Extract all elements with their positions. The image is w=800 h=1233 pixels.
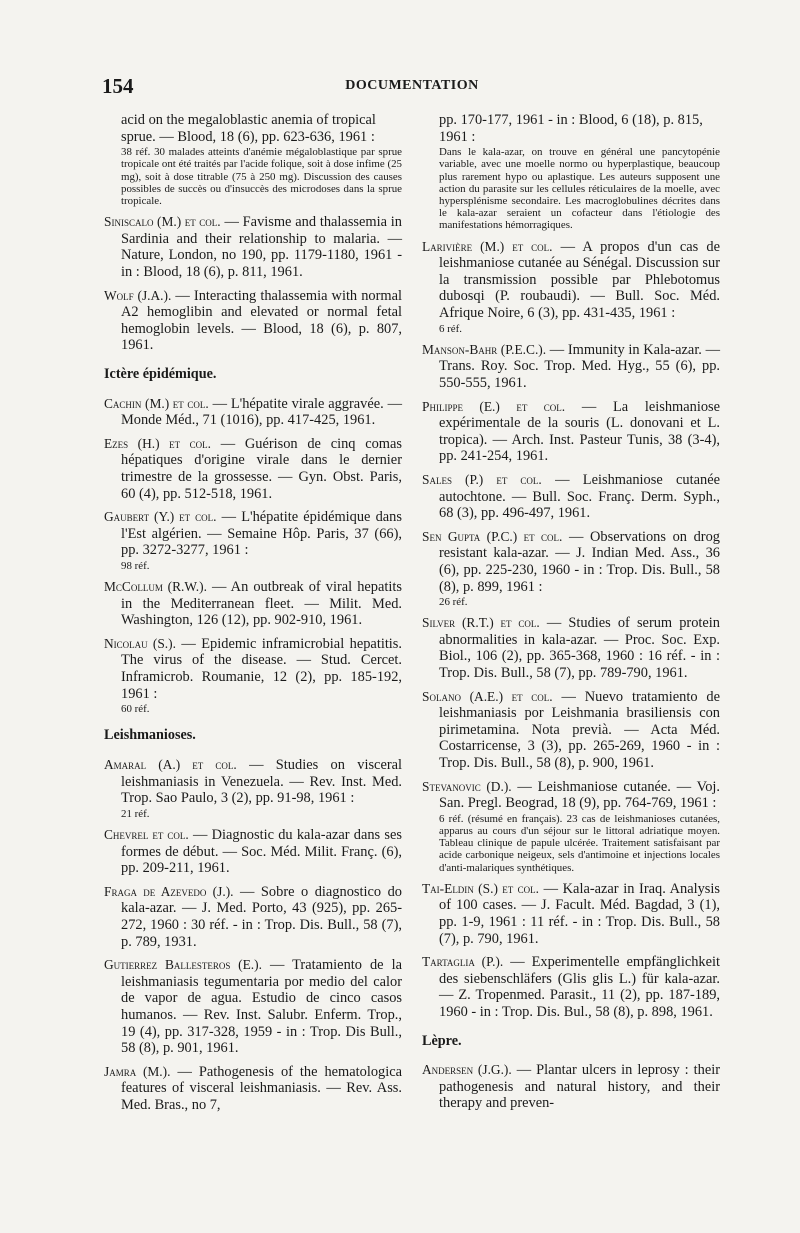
entry-citation <box>422 954 720 1020</box>
entry-note: Dans le kala-azar, on trouve en général une pancytopénie variable, avec une moelle normo ou hyperplastique, beaucoup plus rarement hypo ou aplastique. Les auteurs supposent une action du parasite sur les cellules réticulaires de la moelle, avec hypersplénisme secondaire. Les macroglobulines décrites dans le kala-azar seraient un cofacteur dans l'étiologie des manifestations hémorragiques. <box>439 146 720 232</box>
entry-citation <box>422 615 720 681</box>
entry-list <box>104 214 402 354</box>
entry-text: — Nuevo tratamiento de leishmaniasis por Leishmania brasiliensis con pirimetamina. Nota previà. — Acta Méd. Costarricense, 3 (3), pp. 265-269, 1960 - in : Trop. Dis. Bull., 58 (8), p. 900, 1961. <box>439 688 720 772</box>
entry-author: Gaubert (Y.) et col. <box>104 509 217 525</box>
entry-citation <box>104 757 402 807</box>
entry-citation <box>422 881 720 947</box>
entry-citation <box>104 827 402 877</box>
entry-list <box>104 757 402 1113</box>
section-heading-leishmanioses: Leishmanioses. <box>104 727 196 744</box>
entry-author: Cachin (M.) et col. <box>104 395 209 411</box>
bibliography-entry <box>104 636 402 716</box>
bibliography-entry <box>104 827 402 877</box>
entry-author: Nicolau (S.). <box>104 635 176 651</box>
entry-text: — Leishmaniose cutanée. — Voj. San. Pregl. Beograd, 18 (9), pp. 764-769, 1961 : <box>439 778 720 812</box>
bibliography-entry <box>422 881 720 947</box>
entry-citation <box>422 239 720 322</box>
entry-author: Stevanovic (D.). <box>422 778 512 794</box>
entry-citation <box>104 509 402 559</box>
entry-citation <box>104 396 402 429</box>
entry-author: Manson-Bahr (P.E.C.). <box>422 341 547 357</box>
entry-text: — Immunity in Kala-azar. — Trans. Roy. Soc. Trop. Med. Hyg., 55 (6), pp. 550-555, 1961. <box>439 341 720 391</box>
entry-text: — Leishmaniose cutanée autochtone. — Bull. Soc. Franç. Derm. Syph., 68 (3), pp. 496-497, 1961. <box>439 471 720 522</box>
page-header <box>102 74 722 98</box>
entry-citation <box>422 1062 720 1112</box>
entry-text: — Tratamiento de la leishmaniasis tegumentaria por medio del calor de vapor de agua. Estudio de cinco casos humanos. — Rev. Inst. Salubr. Enferm. Trop., 19 (4), pp. 317-328, 1959 - in : Trop. Dis Bull., 58 (8), p. 901, 1961. <box>121 957 402 1057</box>
entry-text: — Interacting thalassemia with normal A2 hemoglibin and elevated or normal fetal hemoglobin levels. — Blood, 18 (6), p. 807, 1961. <box>121 287 402 354</box>
entry-author: Siniscalo (M.) et col. <box>104 214 221 230</box>
entry-text: — Guérison de cinq comas hépatiques d'origine virale dans le dernier trimestre de la grossesse. — Gyn. Obst. Paris, 60 (4), pp. 512-518, 1961. <box>121 435 402 502</box>
entry-text: — Epidemic inframicrobial hepatitis. The virus of the disease. — Stud. Cercet. Inframicrob. Roumanie, 12 (2), pp. 185-192, 1961 : <box>121 635 403 702</box>
entry-text: — A propos d'un cas de leishmaniose cutanée au Sénégal. Discussion sur la transmission possible par Phlebotomus dubosqi (P. roubaudi). — Bull. Soc. Méd. Afrique Noire, 6 (3), pp. 431-435, 1961 : <box>439 238 721 321</box>
entry-text: — Plantar ulcers in leprosy : their pathogenesis and natural history, and their therapy and preven- <box>439 1062 720 1112</box>
bibliography-entry <box>104 396 402 429</box>
entry-text: — L'hépatite virale aggravée. — Monde Méd., 71 (1016), pp. 417-425, 1961. <box>121 395 402 429</box>
entry-text: — La leishmaniose expérimentale de la souris (L. donovani et L. tropica). — Arch. Inst. Pasteur Tunis, 38 (3-4), pp. 241-254, 1961. <box>439 398 720 465</box>
bibliography-entry <box>422 472 720 522</box>
entry-text: — An outbreak of viral hepatits in the Mediterranean fleet. — Milit. Med. Washington, 126 (12), pp. 902-910, 1961. <box>121 579 402 629</box>
bibliography-entry <box>104 757 402 820</box>
entry-citation <box>422 399 720 465</box>
entry-note: 21 réf. <box>121 807 150 820</box>
entry-text: — Diagnostic du kala-azar dans ses formes de début. — Soc. Méd. Milit. Franç. (6), pp. 209-211, 1961. <box>121 827 402 877</box>
entry-text: — Studies on visceral leishmaniasis in Venezuela. — Rev. Inst. Med. Trop. Sao Paulo, 3 (2), pp. 91-98, 1961 : <box>121 757 403 807</box>
entry-text: — Favisme and thalassemia in Sardinia and their relationship to malaria. — Nature, London, no 190, pp. 1179-1180, 1961 - in : Blood, 18 (6), p. 811, 1961. <box>121 214 402 280</box>
entry-citation <box>422 689 720 772</box>
bibliography-entry <box>104 509 402 572</box>
entry-text: pp. 170-177, 1961 - in : Blood, 6 (18), p. 815, 1961 : <box>439 112 703 145</box>
entry-citation <box>422 779 720 812</box>
entry-citation <box>422 472 720 522</box>
entry-note: 38 réf. 30 malades atteints d'anémie mégaloblastique par sprue tropicale ont été traités par l'acide folique, soit à dose infime (25 mg), soit à dose titrable (75 à 250 mg). Discussion des causes possibles de succès ou d'insuccès des microdoses dans la sprue tropicale. <box>121 146 402 207</box>
entry-author: Fraga de Azevedo (J.). <box>104 883 234 899</box>
entry-list <box>104 396 402 716</box>
section-heading-lepre: Lèpre. <box>422 1032 462 1049</box>
entry-author: Gutierrez Ballesteros (E.). <box>104 957 262 973</box>
entry-author: Philippe (E.) et col. <box>422 398 566 414</box>
entry-note: 60 réf. <box>121 703 150 716</box>
bibliography-entry <box>104 288 402 354</box>
entry-citation <box>422 529 720 595</box>
left-column <box>104 112 402 1121</box>
entry-note: 98 réf. <box>121 559 150 572</box>
entry-note: 26 réf. <box>439 596 468 609</box>
entry-author: Larivière (M.) et col. <box>422 238 553 254</box>
entry-author: Tai-Eldin (S.) et col. <box>422 880 540 896</box>
entry-note: 6 réf. (résumé en français). 23 cas de leishmanioses cutanées, apparus au cours d'un séjour sur le littoral adriatique moyen. Tableau clinique de papule ulcérée. Traitement satisfaisant par acide carbonique neigeux, sels d'antimoine et injections locales d'anti-malariques synthétiques. <box>439 812 720 874</box>
bibliography-entry <box>422 615 720 681</box>
entry-text: — Sobre o diagnostico do kala-azar. — J. Med. Porto, 43 (925), pp. 265-272, 1960 : 30 réf. - in : Trop. Dis. Bull., 58 (7), p. 789, 1931. <box>121 883 402 950</box>
entry-citation <box>104 214 402 280</box>
entry-citation <box>104 288 402 354</box>
entry-author: Andersen (J.G.). <box>422 1062 512 1078</box>
bibliography-entry-continued <box>422 112 720 232</box>
entry-text: — Observations on drog resistant kala-azar. — J. Indian Med. Ass., 36 (6), pp. 225-230, 1960 - in : Trop. Dis. Bull., 58 (8), p. 899, 1961 : <box>439 528 720 595</box>
entry-text: — Experimentelle empfänglichkeit des siebenschläfers (Glis glis L.) für kala-azar. — Z. Tropenmed. Parasit., 11 (2), pp. 187-189, 1960 - in : Trop. Dis. Bul., 58 (8), p. 898, 1961. <box>439 954 720 1020</box>
bibliography-entry <box>422 529 720 609</box>
entry-author: McCollum (R.W.). <box>104 579 207 595</box>
entry-text: — Pathogenesis of the hematologica features of visceral leishmaniasis. — Rev. Ass. Med. Bras., no 7, <box>121 1063 402 1113</box>
bibliography-entry <box>422 779 720 874</box>
bibliography-entry <box>104 436 402 502</box>
entry-citation <box>422 342 720 392</box>
entry-citation <box>104 436 402 502</box>
bibliography-entry <box>422 399 720 465</box>
entry-author: Wolf (J.A.). <box>104 287 172 303</box>
bibliography-entry-continued <box>104 112 402 207</box>
entry-author: Silver (R.T.) et col. <box>422 615 540 631</box>
entry-citation <box>104 957 402 1057</box>
entry-author: Amaral (A.) et col. <box>104 757 237 773</box>
entry-author: Sen Gupta (P.C.) et col. <box>422 528 563 544</box>
entry-author: Solano (A.E.) et col. <box>422 688 553 704</box>
entry-citation <box>104 884 402 950</box>
bibliography-entry <box>104 579 402 629</box>
bibliography-entry <box>422 689 720 772</box>
bibliography-entry <box>104 884 402 950</box>
entry-text: — Studies of serum protein abnormalities in kala-azar. — Proc. Soc. Exp. Biol., 106 (2), pp. 365-368, 1960 : 16 réf. - in : Trop. Dis. Bull., 58 (7), pp. 789-790, 1961. <box>439 615 720 682</box>
right-column <box>422 112 720 1119</box>
bibliography-entry <box>422 239 720 335</box>
bibliography-entry <box>422 342 720 392</box>
entry-author: Sales (P.) et col. <box>422 471 542 487</box>
entry-citation <box>104 1064 402 1114</box>
bibliography-entry <box>104 957 402 1057</box>
bibliography-entry <box>104 214 402 280</box>
entry-author: Jamra (M.). <box>104 1063 171 1079</box>
entry-text: — Kala-azar in Iraq. Analysis of 100 cases. — J. Facult. Méd. Bagdad, 3 (1), pp. 1-9, 1961 : 11 réf. - in : Trop. Dis. Bull., 58 (7), p. 790, 1961. <box>439 880 720 947</box>
entry-list <box>422 239 720 1021</box>
page-number: 154 <box>102 74 134 98</box>
entry-author: Chevrel et col. <box>104 827 189 843</box>
entry-text: — L'hépatite épidémique dans l'Est algérien. — Semaine Hôp. Paris, 37 (66), pp. 3272-3277, 1961 : <box>121 509 402 559</box>
bibliography-entry <box>104 1064 402 1114</box>
entry-citation <box>104 636 402 702</box>
section-heading-icteric: Ictère épidémique. <box>104 365 217 382</box>
entry-citation <box>104 579 402 629</box>
entry-list <box>422 1062 720 1112</box>
bibliography-entry <box>422 1062 720 1112</box>
entry-author: Tartaglia (P.). <box>422 954 504 970</box>
bibliography-entry <box>422 954 720 1020</box>
entry-author: Ezes (H.) et col. <box>104 435 211 451</box>
running-title: DOCUMENTATION <box>345 78 479 93</box>
entry-note: 6 réf. <box>439 322 462 335</box>
entry-text: acid on the megaloblastic anemia of tropical sprue. — Blood, 18 (6), pp. 623-636, 1961 : <box>121 112 376 145</box>
